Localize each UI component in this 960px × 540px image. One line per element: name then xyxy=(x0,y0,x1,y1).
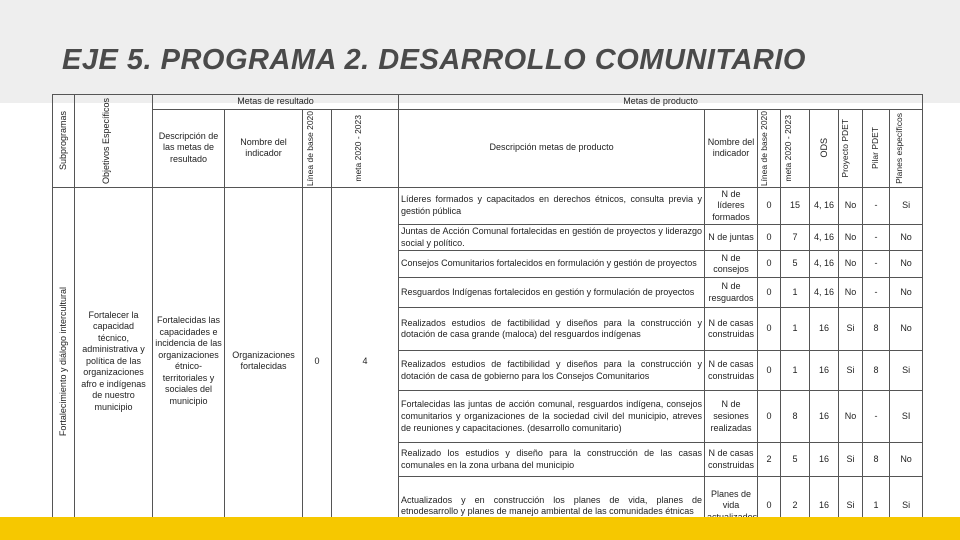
producto-desc: Realizados estudios de factibilidad y diseños para la construcción y dotación de casa de gobierno para los Consejos Comunitarios xyxy=(399,351,705,391)
producto-pdet: Si xyxy=(839,477,863,536)
producto-planes: No xyxy=(890,278,923,308)
producto-meta: 7 xyxy=(781,225,810,251)
producto-desc: Juntas de Acción Comunal fortalecidas en gestión de proyectos y liderazgo social y político. xyxy=(399,225,705,251)
header-row-bottom xyxy=(53,109,923,187)
producto-ods: 16 xyxy=(810,477,839,536)
producto-pdet: No xyxy=(839,187,863,225)
footer-bar xyxy=(0,517,960,540)
producto-ods: 4, 16 xyxy=(810,251,839,278)
producto-ods: 4, 16 xyxy=(810,187,839,225)
linea-base-resultado-cell: 0 xyxy=(303,187,332,536)
producto-base: 0 xyxy=(758,187,781,225)
producto-pdet: Si xyxy=(839,351,863,391)
producto-planes: Si xyxy=(890,351,923,391)
header-metas-resultado: Metas de resultado xyxy=(153,95,399,110)
header-ods: ODS xyxy=(810,109,839,187)
objetivo-cell: Fortalecer la capacidad técnico, administrativa y política de las organizaciones afro e indígenas de nuestro municipio xyxy=(75,187,153,536)
producto-meta: 1 xyxy=(781,278,810,308)
header-objetivos: Objetivos Específicos xyxy=(75,95,153,188)
producto-desc: Resguardos Indígenas fortalecidos en gestión y formulación de proyectos xyxy=(399,278,705,308)
producto-desc: Consejos Comunitarios fortalecidos en formulación y gestión de proyectos xyxy=(399,251,705,278)
producto-pdet: No xyxy=(839,225,863,251)
producto-ods: 4, 16 xyxy=(810,278,839,308)
producto-meta: 1 xyxy=(781,308,810,351)
producto-desc: Actualizados y en construcción los planes de vida, planes de etnodesarrollo y planes de manejo ambiental de las comunidades étnicas xyxy=(399,477,705,536)
producto-pilar: 1 xyxy=(863,477,890,536)
header-nombre-indicador-resultado: Nombre del indicador xyxy=(225,109,303,187)
producto-indicador: N de casas construidas xyxy=(705,443,758,477)
producto-indicador: Planes de vida xyxy=(705,477,758,536)
producto-pilar: - xyxy=(863,278,890,308)
producto-pilar: 8 xyxy=(863,443,890,477)
producto-pdet: No xyxy=(839,278,863,308)
header-row-top xyxy=(53,95,923,110)
program-table xyxy=(52,94,923,536)
producto-planes: No xyxy=(890,225,923,251)
producto-base: 0 xyxy=(758,391,781,443)
header-planes-especificos: Planes específicos xyxy=(890,109,923,187)
producto-desc: Realizado los estudios y diseño para la construcción de las casas comunales en la zona urbana del municipio xyxy=(399,443,705,477)
producto-meta: 15 xyxy=(781,187,810,225)
header-proyecto-pdet: Proyecto PDET xyxy=(839,109,863,187)
producto-desc: Realizados estudios de factibilidad y diseños para la construcción y dotación de casa grande (maloca) del resguardos indígenas xyxy=(399,308,705,351)
producto-desc: Fortalecidas las juntas de acción comunal, resguardos indígena, consejos comunitarios y organizaciones de la sociedad civil del municipio, atreves de reuniones y capacitaciones. (desarrollo comunitario) xyxy=(399,391,705,443)
producto-planes: No xyxy=(890,308,923,351)
desc-meta-resultado-cell: Fortalecidas las capacidades e incidencia de las organizaciones étnico-territoriales y sociales del municipio xyxy=(153,187,225,536)
producto-pilar: - xyxy=(863,391,890,443)
producto-indicador: N de líderes formados xyxy=(705,187,758,225)
producto-indicador: N de resguardos xyxy=(705,278,758,308)
producto-base: 2 xyxy=(758,443,781,477)
subprograma-cell: Fortalecimiento y diálogo intercultural xyxy=(53,187,75,536)
producto-base: 0 xyxy=(758,351,781,391)
producto-pilar: - xyxy=(863,187,890,225)
producto-pilar: 8 xyxy=(863,308,890,351)
header-meta-producto: meta 2020 - 2023 xyxy=(781,109,810,187)
header-subprogramas: Subprogramas xyxy=(53,95,75,188)
producto-base: 0 xyxy=(758,251,781,278)
producto-base: 0 xyxy=(758,308,781,351)
header-desc-metas-resultado: Descripción de las metas de resultado xyxy=(153,109,225,187)
producto-indicador: N de casas construidas xyxy=(705,351,758,391)
table-row xyxy=(53,187,923,225)
header-linea-base-producto: Línea de base 2020 xyxy=(758,109,781,187)
nombre-indicador-resultado-cell: Organizaciones fortalecidas xyxy=(225,187,303,536)
header-desc-metas-producto: Descripción metas de producto xyxy=(399,109,705,187)
producto-ods: 4, 16 xyxy=(810,225,839,251)
meta-resultado-cell: 4 xyxy=(332,187,399,536)
header-nombre-indicador-producto: Nombre del indicador xyxy=(705,109,758,187)
producto-meta: 1 xyxy=(781,351,810,391)
producto-ods: 16 xyxy=(810,443,839,477)
producto-desc: Líderes formados y capacitados en derechos étnicos, consulta previa y gestión pública xyxy=(399,187,705,225)
header-linea-base-resultado: Línea de base 2020 xyxy=(303,109,332,187)
header-metas-producto: Metas de producto xyxy=(399,95,923,110)
page-title: EJE 5. PROGRAMA 2. DESARROLLO COMUNITARIO xyxy=(62,44,806,76)
producto-planes: No xyxy=(890,251,923,278)
producto-pdet: Si xyxy=(839,443,863,477)
producto-meta: 5 xyxy=(781,251,810,278)
producto-indicador: N de sesiones realizadas xyxy=(705,391,758,443)
header-meta-resultado: meta 2020 - 2023 xyxy=(332,109,399,187)
producto-meta: 5 xyxy=(781,443,810,477)
producto-indicador: N de consejos xyxy=(705,251,758,278)
producto-ods: 16 xyxy=(810,391,839,443)
producto-base: 0 xyxy=(758,477,781,536)
producto-planes: Si xyxy=(890,187,923,225)
header-pilar-pdet: Pilar PDET xyxy=(863,109,890,187)
producto-ods: 16 xyxy=(810,351,839,391)
producto-pdet: No xyxy=(839,251,863,278)
producto-pilar: 8 xyxy=(863,351,890,391)
producto-planes: SI xyxy=(890,391,923,443)
producto-indicador: N de juntas xyxy=(705,225,758,251)
producto-ods: 16 xyxy=(810,308,839,351)
producto-base: 0 xyxy=(758,278,781,308)
producto-pdet: No xyxy=(839,391,863,443)
producto-planes: No xyxy=(890,443,923,477)
producto-pdet: Si xyxy=(839,308,863,351)
producto-meta: 2 xyxy=(781,477,810,536)
producto-base: 0 xyxy=(758,225,781,251)
producto-pilar: - xyxy=(863,225,890,251)
producto-pilar: - xyxy=(863,251,890,278)
producto-planes: Si xyxy=(890,477,923,536)
producto-indicador: N de casas construidas xyxy=(705,308,758,351)
producto-meta: 8 xyxy=(781,391,810,443)
